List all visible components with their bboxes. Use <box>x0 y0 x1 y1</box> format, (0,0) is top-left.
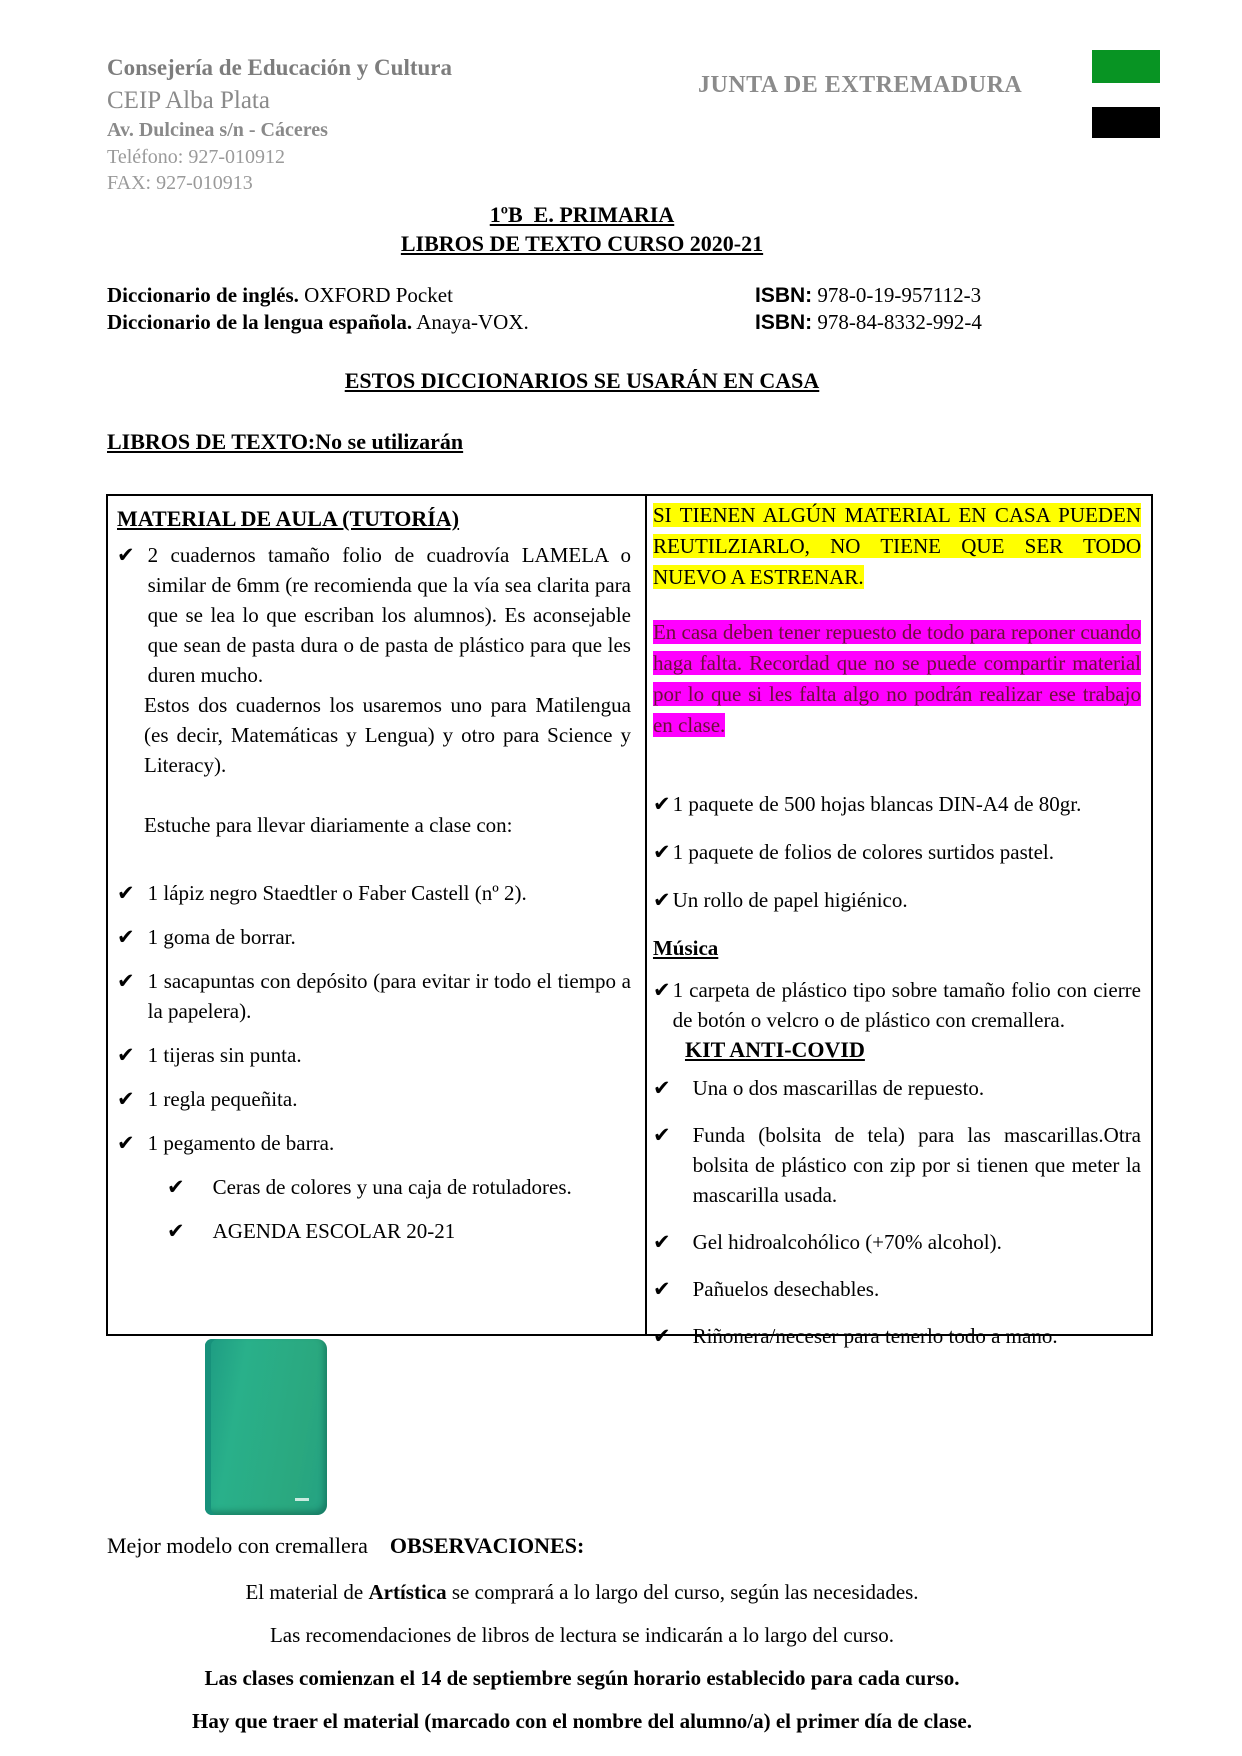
footer-line-clases: Las clases comienzan el 14 de septiembre según horario establecido para cada curso. <box>204 1666 960 1690</box>
check-icon: ✔ <box>117 543 135 567</box>
school-fax: FAX: 927-010913 <box>107 172 253 194</box>
paper-supplies-list <box>653 789 1141 915</box>
checklist-item <box>167 1216 631 1246</box>
school-name: CEIP Alba Plata <box>107 87 270 114</box>
check-icon: ✔ <box>652 978 671 1002</box>
footer-line-artistica <box>106 1579 1058 1605</box>
footer-line-material: Hay que traer el material (marcado con el nombre del alumno/a) el primer día de clase. <box>192 1709 972 1733</box>
isbn-label: ISBN: <box>755 284 813 307</box>
material-aula-heading: MATERIAL DE AULA (TUTORÍA) <box>117 506 460 531</box>
check-icon: ✔ <box>117 1131 135 1155</box>
title-line-1: 1ºB E. PRIMARIA <box>489 202 675 227</box>
checklist-item-text: Un rollo de papel higiénico. <box>672 888 908 912</box>
checklist-item-text: AGENDA ESCOLAR 20-21 <box>212 1219 456 1243</box>
checklist-item <box>653 885 1141 915</box>
check-icon: ✔ <box>117 1087 135 1111</box>
magenta-highlight-text: En casa deben tener repuesto de todo para reponer cuando haga falta. Recordad que no se puede compartir material por lo que si les falta algo no podrán realizar ese trabajo en clase. <box>652 620 1141 737</box>
dictionary-isbn <box>755 309 982 336</box>
flag-black-stripe <box>1092 107 1160 138</box>
checklist-item <box>653 1321 1141 1351</box>
checklist-item <box>653 1073 1141 1103</box>
materials-left-column <box>108 496 647 1334</box>
textbooks-note <box>107 426 1242 458</box>
dictionaries-note: ESTOS DICCIONARIOS SE USARÁN EN CASA <box>344 368 820 393</box>
dictionary-value: Anaya-VOX. <box>412 310 529 334</box>
isbn-value: 978-0-19-957112-3 <box>812 283 982 307</box>
checklist-item <box>653 789 1141 819</box>
footer-notes <box>106 1579 1058 1734</box>
checklist-item <box>117 878 631 908</box>
checklist-item-text: Gel hidroalcohólico (+70% alcohol). <box>692 1230 1002 1254</box>
extremadura-flag-icon <box>1092 50 1160 140</box>
page-title <box>106 200 1058 258</box>
checklist-item <box>653 1274 1141 1304</box>
school-address: Av. Dulcinea s/n - Cáceres <box>107 119 328 141</box>
check-icon: ✔ <box>117 881 135 905</box>
estuche-line: Estuche para llevar diariamente a clase con: <box>144 813 513 837</box>
dictionary-list <box>107 282 1242 336</box>
checklist-item <box>167 1172 631 1202</box>
check-icon: ✔ <box>652 1123 671 1147</box>
pencil-case-list <box>117 878 631 1246</box>
checklist-item-text: Riñonera/neceser para tenerlo todo a mano. <box>692 1324 1058 1348</box>
checklist-item-text: 1 pegamento de barra. <box>147 1131 335 1155</box>
yellow-highlight-note <box>653 500 1141 593</box>
checklist-item-text: 1 tijeras sin punta. <box>147 1043 302 1067</box>
check-icon: ✔ <box>652 888 671 912</box>
check-icon: ✔ <box>117 969 135 993</box>
dictionary-isbn <box>755 282 981 309</box>
check-icon: ✔ <box>652 1277 671 1301</box>
dictionary-value: OXFORD Pocket <box>298 283 453 307</box>
checklist-item <box>653 837 1141 867</box>
textbooks-note-text: LIBROS DE TEXTO:No se utilizarán <box>107 429 464 454</box>
dictionary-label: Diccionario de inglés. <box>107 283 299 307</box>
footer-line-lectura: Las recomendaciones de libros de lectura se indicarán a lo largo del curso. <box>269 1623 895 1647</box>
magenta-highlight-note <box>653 617 1141 741</box>
cuadernos-paragraph: Estos dos cuadernos los usaremos uno para Matilengua (es decir, Matemáticas y Lengua) y otro para Science y Literacy). <box>144 693 631 777</box>
folder-caption: Mejor modelo con cremallera <box>107 1533 368 1558</box>
caption-row <box>107 1531 1242 1561</box>
isbn-value: 978-84-8332-992-4 <box>812 310 982 334</box>
isbn-label: ISBN: <box>755 311 813 334</box>
checklist-item-text: 1 paquete de 500 hojas blancas DIN-A4 de 80gr. <box>672 792 1082 816</box>
checklist-item-text: 1 lápiz negro Staedtler o Faber Castell (nº 2). <box>147 881 527 905</box>
observations-label: OBSERVACIONES: <box>389 1533 585 1558</box>
dictionary-label: Diccionario de la lengua española. <box>107 310 413 334</box>
checklist-item-text: Una o dos mascarillas de repuesto. <box>692 1076 985 1100</box>
checklist-item-text: 1 goma de borrar. <box>147 925 296 949</box>
checklist-item-text: Ceras de colores y una caja de rotuladores. <box>212 1175 572 1199</box>
check-icon: ✔ <box>117 925 135 949</box>
checklist-item-text: Funda (bolsita de tela) para las mascarillas.Otra bolsita de plástico con zip por si tienen que meter la mascarilla usada. <box>692 1123 1141 1207</box>
flag-green-stripe <box>1092 50 1160 83</box>
checklist-item <box>117 1128 631 1158</box>
checklist-item <box>117 922 631 952</box>
check-icon: ✔ <box>652 840 671 864</box>
checklist-item-text: 2 cuadernos tamaño folio de cuadrovía LAMELA o similar de 6mm (re recomienda que la vía sea clarita para que se lea lo que escriban los alumnos). Es aconsejable que sean de pasta dura o de pasta de plástico para que les duren mucho. <box>147 543 631 687</box>
yellow-highlight-text: SI TIENEN ALGÚN MATERIAL EN CASA PUEDEN REUTILZIARLO, NO TIENE QUE SER TODO NUEVO A ESTRENAR. <box>652 503 1141 589</box>
check-icon: ✔ <box>652 792 671 816</box>
footer-line-text: El material de <box>245 1580 369 1604</box>
check-icon: ✔ <box>117 1043 135 1067</box>
check-icon: ✔ <box>652 1230 671 1254</box>
checklist-item <box>653 1120 1141 1210</box>
dictionary-row <box>107 282 1242 309</box>
check-icon: ✔ <box>652 1324 671 1348</box>
footer-line-bold-text: Artística <box>368 1580 447 1604</box>
check-icon: ✔ <box>652 1076 671 1100</box>
kit-anti-covid-list <box>653 1073 1141 1351</box>
school-header <box>107 0 1242 196</box>
dictionary-entry <box>107 309 755 336</box>
school-phone: Teléfono: 927-010912 <box>107 146 286 168</box>
org-name: Consejería de Educación y Cultura <box>107 55 452 80</box>
kit-anti-covid-heading: KIT ANTI-COVID <box>684 1037 865 1062</box>
checklist-item-text: Pañuelos desechables. <box>692 1277 880 1301</box>
check-icon: ✔ <box>167 1219 185 1243</box>
checklist-item <box>653 1227 1141 1257</box>
dictionary-row <box>107 309 1242 336</box>
checklist-item-text: 1 paquete de folios de colores surtidos pastel. <box>672 840 1054 864</box>
checklist-item <box>117 1084 631 1114</box>
musica-heading: Música <box>652 936 719 960</box>
check-icon: ✔ <box>167 1175 185 1199</box>
checklist-item <box>117 966 631 1026</box>
government-name: JUNTA DE EXTREMADURA <box>698 72 1023 98</box>
materials-table <box>106 494 1153 1348</box>
title-line-2: LIBROS DE TEXTO CURSO 2020-21 <box>400 231 764 256</box>
checklist-item <box>653 975 1141 1035</box>
checklist-item-text: 1 regla pequeñita. <box>147 1087 298 1111</box>
materials-right-column <box>647 496 1151 1348</box>
checklist-item-text: 1 carpeta de plástico tipo sobre tamaño folio con cierre de botón o velcro o de plástico con cremallera. <box>672 978 1141 1032</box>
checklist-item <box>117 540 631 690</box>
checklist-item-text: 1 sacapuntas con depósito (para evitar ir todo el tiempo a la papelera). <box>147 969 631 1023</box>
dictionary-entry <box>107 282 755 309</box>
green-folder-image <box>205 1339 327 1515</box>
checklist-item <box>117 1040 631 1070</box>
footer-line-text: se comprará a lo largo del curso, según las necesidades. <box>446 1580 919 1604</box>
